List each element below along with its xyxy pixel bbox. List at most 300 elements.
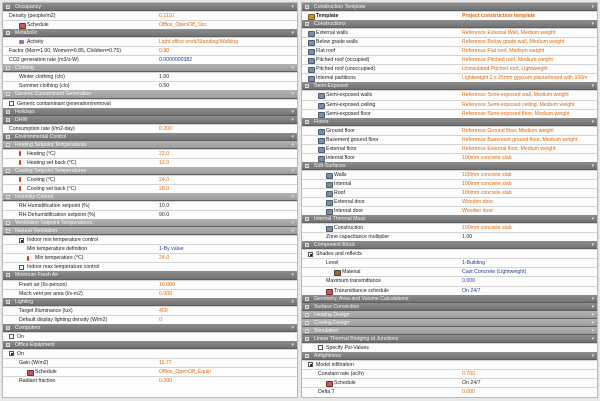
section-header-ventilation-setpoint-temperatures[interactable] xyxy=(3,219,297,227)
chevron-down-icon[interactable]: ▾ xyxy=(291,298,294,305)
checkbox-row-model-infiltration[interactable] xyxy=(302,360,597,369)
field-label: Semi-exposed walls xyxy=(326,92,373,99)
section-header-label: Ventilation Setpoint Temperatures xyxy=(15,220,93,227)
field-row-external-door[interactable] xyxy=(302,197,597,206)
section-header-label: Generic Contaminant Generation xyxy=(15,91,92,98)
field-value[interactable]: Reference External Wall, Medium weight xyxy=(462,30,556,37)
field-value[interactable]: 11.77 xyxy=(159,359,172,366)
field-label: Activity xyxy=(27,39,44,46)
section-header-label: Cooling Design xyxy=(314,319,350,326)
section-header-occupancy[interactable] xyxy=(3,3,297,11)
chevron-down-icon[interactable]: ▾ xyxy=(591,335,594,342)
checkbox-model-infiltration[interactable] xyxy=(308,362,313,367)
chevron-down-icon[interactable]: ▾ xyxy=(291,324,294,331)
field-label: Maximum transmittance xyxy=(326,278,382,285)
chevron-down-icon[interactable]: ▾ xyxy=(591,118,594,125)
field-label: Semi-exposed ceiling xyxy=(326,101,376,108)
chevron-down-icon[interactable]: ▾ xyxy=(591,327,594,334)
field-label: Delta T xyxy=(318,389,335,396)
field-label: Schedule xyxy=(27,22,49,29)
collapse-toggle-icon[interactable] xyxy=(6,135,10,139)
field-label: Cooling set back (°C) xyxy=(27,185,77,192)
field-label: RH Humidification setpoint (%) xyxy=(19,203,90,210)
field-value[interactable]: Office_OpenOff_Equip xyxy=(159,368,212,375)
section-header-dhw[interactable] xyxy=(3,116,297,124)
field-label: Schedule xyxy=(35,368,57,375)
chevron-down-icon[interactable]: ▾ xyxy=(291,133,294,140)
field-row-external-walls[interactable] xyxy=(302,28,597,37)
collapse-toggle-icon[interactable] xyxy=(6,31,10,35)
field-value[interactable]: Cast Concrete (Lightweight) xyxy=(462,269,527,276)
section-header-label: Floors xyxy=(314,118,329,125)
field-row-co2-generation-rate-m3-s-w[interactable] xyxy=(3,55,297,64)
field-value[interactable]: 1-By value xyxy=(159,246,184,253)
field-value[interactable]: 100mm concrete slab xyxy=(462,171,512,178)
section-header-label: Sub-Surfaces xyxy=(314,162,346,169)
field-row-pitched-roof-occupied[interactable] xyxy=(302,55,597,64)
field-label: Semi-exposed floor xyxy=(326,110,371,117)
field-label: Material xyxy=(342,269,361,276)
field-row-internal-partitions[interactable] xyxy=(302,73,597,82)
section-header-linear-thermal-bridging-at-junctions[interactable] xyxy=(302,335,597,343)
field-value[interactable]: 1.00 xyxy=(462,234,473,241)
section-header-holidays[interactable] xyxy=(3,108,297,116)
field-value[interactable]: On 24/7 xyxy=(462,380,481,387)
chevron-down-icon[interactable]: ▾ xyxy=(591,303,594,310)
section-header-label: Minimum Fresh Air xyxy=(15,272,59,279)
field-label: Model infiltration xyxy=(316,361,354,368)
collapse-toggle-icon[interactable] xyxy=(305,243,309,247)
field-label: Min temperature definition xyxy=(27,246,87,253)
field-label: Constant rate (ac/h) xyxy=(318,370,364,377)
chevron-down-icon[interactable]: ▾ xyxy=(291,141,294,148)
field-label: Indoor max temperature control xyxy=(27,264,100,271)
field-row-semi-exposed-walls[interactable] xyxy=(302,90,597,99)
chevron-down-icon[interactable]: ▾ xyxy=(591,242,594,249)
field-label: External floor xyxy=(326,145,357,152)
field-value[interactable]: 28.0 xyxy=(159,185,170,192)
thermometer-icon xyxy=(19,151,21,156)
chevron-down-icon[interactable]: ▾ xyxy=(591,4,594,10)
field-value[interactable]: Light office work/Standing/Walking xyxy=(159,39,239,46)
section-header-heating-setpoint-temperatures[interactable] xyxy=(3,141,297,149)
field-value[interactable]: 22.0 xyxy=(159,150,170,157)
field-value[interactable]: Reference Ground floor, Medium weight xyxy=(462,127,554,134)
field-row-semi-exposed-ceiling[interactable] xyxy=(302,100,597,109)
field-label: Radiant fraction xyxy=(19,378,56,385)
field-row-constant-rate-ac-h[interactable] xyxy=(302,369,597,378)
field-value[interactable]: 0.200 xyxy=(159,378,172,385)
field-row-target-illuminance-lux[interactable] xyxy=(3,306,297,315)
field-value[interactable]: Uninsulated Pitched roof, Lightweight xyxy=(462,66,548,73)
collapse-toggle-icon[interactable] xyxy=(6,143,10,147)
field-row-activity[interactable] xyxy=(3,37,297,46)
field-label: Zone capacitance multiplier xyxy=(326,234,390,241)
checkbox-row-indoor-min-temperature-control[interactable] xyxy=(3,235,297,244)
field-row-heating-c[interactable] xyxy=(3,149,297,158)
activity-tab-panel xyxy=(2,2,298,398)
section-header-label: Holidays xyxy=(15,108,35,115)
activity-icon xyxy=(19,40,24,44)
thermometer-icon xyxy=(19,177,21,182)
collapse-toggle-icon[interactable] xyxy=(305,22,309,26)
checkbox-generic-contaminant-generation-removal[interactable] xyxy=(9,101,14,106)
chevron-down-icon[interactable]: ▾ xyxy=(291,228,294,235)
field-value[interactable]: 12.0 xyxy=(159,159,170,166)
field-row-default-display-lighting-density-w-m2[interactable] xyxy=(3,315,297,324)
checkbox-row-generic-contaminant-generation-removal[interactable] xyxy=(3,99,297,108)
section-header-label: Construction Template xyxy=(314,4,366,10)
field-label: Consumption rate (l/m2-day) xyxy=(9,125,75,132)
section-header-label: Lighting xyxy=(15,298,34,305)
field-value[interactable]: 24.0 xyxy=(159,176,170,183)
field-label: Internal floor xyxy=(326,154,355,161)
chevron-down-icon[interactable]: ▾ xyxy=(591,21,594,28)
field-row-internal-door[interactable] xyxy=(302,206,597,215)
field-row-internal[interactable] xyxy=(302,179,597,188)
field-value[interactable]: 100mm concrete slab xyxy=(462,189,512,196)
field-label: Schedule xyxy=(334,380,356,387)
thermometer-icon xyxy=(19,186,21,191)
field-row-cooling-c[interactable] xyxy=(3,175,297,184)
chevron-down-icon[interactable]: ▾ xyxy=(291,220,294,227)
section-header-natural-ventilation[interactable] xyxy=(3,227,297,235)
field-label: Flat roof xyxy=(316,48,336,55)
collapse-toggle-icon[interactable] xyxy=(305,120,309,124)
field-row-density-people-m2[interactable] xyxy=(3,11,297,20)
section-header-geometry-area-and-volume-calculations[interactable] xyxy=(302,295,597,303)
collapse-toggle-icon[interactable] xyxy=(6,326,10,330)
field-label: Cooling (°C) xyxy=(27,176,56,183)
section-header-constructions[interactable] xyxy=(302,20,597,28)
field-row-heating-set-back-c[interactable] xyxy=(3,158,297,167)
collapse-toggle-icon[interactable] xyxy=(6,300,10,304)
section-header-label: Constructions xyxy=(314,21,346,28)
field-value[interactable]: Project construction template xyxy=(462,13,536,20)
field-label: Template xyxy=(316,13,339,20)
field-row-semi-exposed-floor[interactable] xyxy=(302,109,597,118)
field-value[interactable]: 10.0 xyxy=(159,203,170,210)
field-label: External door xyxy=(334,199,365,206)
section-header-airtightness[interactable] xyxy=(302,352,597,360)
field-label: CO2 generation rate (m3/s-W) xyxy=(9,57,79,64)
chevron-down-icon[interactable]: ▾ xyxy=(291,341,294,348)
section-header-cooling-design[interactable] xyxy=(302,319,597,327)
checkbox-row-on[interactable] xyxy=(3,332,297,341)
field-row-construction[interactable] xyxy=(302,223,597,232)
field-value[interactable]: Reference Flat roof, Medium weight xyxy=(462,48,545,55)
field-value[interactable]: Lightweight 2 x 25mm gypsum plasterboard with 100m xyxy=(462,75,588,82)
chevron-down-icon[interactable]: ▾ xyxy=(291,116,294,123)
collapse-toggle-icon[interactable] xyxy=(305,329,309,333)
section-header-heating-design[interactable] xyxy=(302,311,597,319)
field-value[interactable]: 0.000 xyxy=(159,290,172,297)
field-row-schedule[interactable] xyxy=(3,367,297,376)
field-label: Ground floor xyxy=(326,127,355,134)
field-row-below-grade-walls[interactable] xyxy=(302,37,597,46)
checkbox-row-shades-and-reflects[interactable] xyxy=(302,249,597,258)
collapse-toggle-icon[interactable] xyxy=(6,66,10,70)
checkbox-indoor-max-temperature-control[interactable] xyxy=(19,265,24,270)
field-label: Shades and reflects xyxy=(316,251,362,258)
field-value[interactable]: 90.0 xyxy=(159,212,170,219)
checkbox-row-indoor-max-temperature-control[interactable] xyxy=(3,262,297,271)
field-label: Heating set back (°C) xyxy=(27,159,77,166)
section-header-generic-contaminant-generation[interactable] xyxy=(3,90,297,98)
section-header-lighting[interactable] xyxy=(3,298,297,306)
chevron-down-icon[interactable]: ▾ xyxy=(591,319,594,326)
collapse-toggle-icon[interactable] xyxy=(6,110,10,114)
field-row-internal-floor[interactable] xyxy=(302,153,597,162)
section-header-cooling-setpoint-temperatures[interactable] xyxy=(3,167,297,175)
field-label: Roof xyxy=(334,189,345,196)
section-header-surface-convection[interactable] xyxy=(302,303,597,311)
section-header-simulation[interactable] xyxy=(302,327,597,335)
field-row-fresh-air-l-s-person[interactable] xyxy=(3,280,297,289)
field-row-factor-men-1-00-women-0-85-children-0-75[interactable] xyxy=(3,46,297,55)
chevron-down-icon[interactable]: ▾ xyxy=(291,272,294,279)
collapse-toggle-icon[interactable] xyxy=(305,297,309,301)
field-value[interactable]: 0.000 xyxy=(462,389,475,396)
field-label: Generic contaminant generation/removal xyxy=(17,100,111,107)
field-row-level[interactable] xyxy=(302,258,597,267)
section-header-office-equipment[interactable] xyxy=(3,341,297,349)
section-header-minimum-fresh-air[interactable] xyxy=(3,271,297,279)
chevron-down-icon[interactable]: ▾ xyxy=(591,162,594,169)
section-header-label: Environmental Control xyxy=(15,133,67,140)
field-value[interactable]: 100mm concrete slab xyxy=(462,154,512,161)
section-header-label: Cooling Setpoint Temperatures xyxy=(15,167,87,174)
section-header-sub-surfaces[interactable] xyxy=(302,162,597,170)
field-row-min-temperature-definition[interactable] xyxy=(3,244,297,253)
section-header-component-block[interactable] xyxy=(302,241,597,249)
field-value[interactable]: 100mm concrete slab xyxy=(462,180,512,187)
collapse-toggle-icon[interactable] xyxy=(305,217,309,221)
field-label: RH Dehumidification setpoint (%) xyxy=(19,212,96,219)
field-row-zone-capacitance-multiplier[interactable] xyxy=(302,232,597,241)
field-value[interactable]: 0.90 xyxy=(159,48,170,55)
section-header-label: Semi-Exposed xyxy=(314,83,348,90)
field-row-rh-dehumidification-setpoint[interactable] xyxy=(3,210,297,219)
field-row-ground-floor[interactable] xyxy=(302,126,597,135)
section-header-clothing[interactable] xyxy=(3,64,297,72)
section-header-metabolic[interactable] xyxy=(3,29,297,37)
field-value[interactable]: Reference Pitched roof, Medium weight xyxy=(462,57,553,64)
chevron-down-icon[interactable]: ▾ xyxy=(591,352,594,359)
collapse-toggle-icon[interactable] xyxy=(6,195,10,199)
field-row-schedule[interactable] xyxy=(3,20,297,29)
section-header-label: Heating Design xyxy=(314,311,350,318)
chevron-down-icon[interactable]: ▾ xyxy=(291,4,294,10)
field-row-rh-humidification-setpoint[interactable] xyxy=(3,201,297,210)
field-row-walls[interactable] xyxy=(302,170,597,179)
field-row-delta-t[interactable] xyxy=(302,387,597,396)
collapse-toggle-icon[interactable] xyxy=(6,92,10,96)
field-row-mech-vent-per-area-l-s-m2[interactable] xyxy=(3,289,297,298)
field-row-external-floor[interactable] xyxy=(302,144,597,153)
section-header-internal-thermal-mass[interactable] xyxy=(302,215,597,223)
field-label: Walls xyxy=(334,171,347,178)
field-label: Pitched roof (occupied) xyxy=(316,57,370,64)
section-header-label: Surface Convection xyxy=(314,303,360,310)
field-value[interactable]: Wooden door xyxy=(462,208,494,215)
collapse-toggle-icon[interactable] xyxy=(6,5,10,9)
field-label: Internal partitions xyxy=(316,75,356,82)
field-row-consumption-rate-l-m2-day[interactable] xyxy=(3,124,297,133)
collapse-toggle-icon[interactable] xyxy=(6,169,10,173)
collapse-toggle-icon[interactable] xyxy=(305,313,309,317)
field-label: On xyxy=(17,350,24,357)
collapse-toggle-icon[interactable] xyxy=(6,273,10,277)
field-label: Mech vent per area (l/s-m2) xyxy=(19,290,83,297)
section-header-humidity-control[interactable] xyxy=(3,193,297,201)
thermometer-icon xyxy=(19,160,21,165)
section-header-construction-template[interactable] xyxy=(302,3,597,11)
collapse-toggle-icon[interactable] xyxy=(305,354,309,358)
field-value[interactable]: 0.0000000382 xyxy=(159,57,193,64)
field-label: Level xyxy=(326,260,339,267)
section-header-label: DHW xyxy=(15,116,28,123)
field-label: Density (people/m2) xyxy=(9,13,56,20)
collapse-toggle-icon[interactable] xyxy=(305,321,309,325)
field-label: Fresh air (l/s-person) xyxy=(19,281,68,288)
field-label: Below grade walls xyxy=(316,39,358,46)
field-label: Heating (°C) xyxy=(27,150,56,157)
collapse-toggle-icon[interactable] xyxy=(305,337,309,341)
collapse-toggle-icon[interactable] xyxy=(6,229,10,233)
section-header-label: Metabolic xyxy=(15,30,38,37)
field-value[interactable]: Reference Semi-exposed wall, Medium weight xyxy=(462,92,569,99)
section-header-floors[interactable] xyxy=(302,118,597,126)
field-label: Factor (Men=1.00, Women=0.85, Children=0.75) xyxy=(9,48,121,55)
field-row-min-temperature-c[interactable] xyxy=(3,253,297,262)
field-value[interactable]: Reference External floor, Medium weight xyxy=(462,145,556,152)
checkbox-specify-psi-values[interactable] xyxy=(318,345,323,350)
field-value[interactable]: 0.000 xyxy=(462,278,475,285)
section-header-label: Occupancy xyxy=(15,4,41,10)
chevron-down-icon[interactable]: ▾ xyxy=(591,311,594,318)
chevron-down-icon[interactable]: ▾ xyxy=(291,30,294,37)
field-value[interactable]: 0 xyxy=(159,316,162,323)
field-value[interactable]: 10.000 xyxy=(159,281,175,288)
field-value[interactable]: Reference Basement ground floor, Medium weight xyxy=(462,136,578,143)
field-value[interactable]: 1.00 xyxy=(159,74,170,81)
field-label: Gain (W/m2) xyxy=(19,359,49,366)
field-value[interactable]: 0.1110 xyxy=(159,13,175,20)
checkbox-shades-and-reflects[interactable] xyxy=(308,252,313,257)
field-row-material[interactable] xyxy=(302,267,597,276)
collapse-toggle-icon[interactable] xyxy=(305,164,309,168)
field-label: Internal xyxy=(334,180,352,187)
field-value[interactable]: Reference Semi-exposed ceiling, Medium weight xyxy=(462,101,575,108)
section-header-label: Natural Ventilation xyxy=(15,228,58,235)
chevron-down-icon[interactable]: ▾ xyxy=(291,194,294,201)
chevron-down-icon[interactable]: ▾ xyxy=(291,108,294,115)
field-value[interactable]: Wooden door xyxy=(462,199,494,206)
collapse-toggle-icon[interactable] xyxy=(6,343,10,347)
section-header-label: Computers xyxy=(15,324,41,331)
collapse-toggle-icon[interactable] xyxy=(305,5,309,9)
construction-tab-panel xyxy=(301,2,598,398)
field-value[interactable]: 24.0 xyxy=(159,255,170,262)
section-header-label: Heating Setpoint Temperatures xyxy=(15,141,87,148)
checkbox-indoor-min-temperature-control[interactable] xyxy=(19,238,24,243)
collapse-toggle-icon[interactable] xyxy=(305,305,309,309)
field-label: Pitched roof (unoccupied) xyxy=(316,66,376,73)
checkbox-on[interactable] xyxy=(9,334,14,339)
field-row-radiant-fraction[interactable] xyxy=(3,376,297,385)
field-label: Construction xyxy=(334,225,364,232)
section-header-computers[interactable] xyxy=(3,324,297,332)
field-row-winter-clothing-clo[interactable] xyxy=(3,72,297,81)
field-label: Default display lighting density (W/m2) xyxy=(19,316,108,323)
collapse-toggle-icon[interactable] xyxy=(6,221,10,225)
field-row-maximum-transmittance[interactable] xyxy=(302,276,597,285)
field-row-flat-roof[interactable] xyxy=(302,46,597,55)
field-label: Basement ground floor xyxy=(326,136,379,143)
chevron-down-icon[interactable]: ▾ xyxy=(291,91,294,98)
section-header-label: Clothing xyxy=(15,65,35,72)
section-header-environmental-control[interactable] xyxy=(3,133,297,141)
field-value[interactable]: Reference Below grade wall, Medium weight xyxy=(462,39,565,46)
section-header-label: Internal Thermal Mass xyxy=(314,216,366,223)
section-header-label: Geometry, Area and Volume Calculations xyxy=(314,295,409,302)
field-value[interactable]: 0.700 xyxy=(462,370,475,377)
field-row-summer-clothing-clo[interactable] xyxy=(3,81,297,90)
section-header-label: Humidity Control xyxy=(15,194,54,201)
field-value[interactable]: 100mm concrete slab xyxy=(462,225,512,232)
chevron-down-icon[interactable]: ▾ xyxy=(291,167,294,174)
field-value[interactable]: 400 xyxy=(159,307,168,314)
collapse-toggle-icon[interactable] xyxy=(6,118,10,122)
section-header-label: Component Block xyxy=(314,242,355,249)
field-label: Summer clothing (clo) xyxy=(19,83,70,90)
field-value[interactable]: Reference Semi-exposed floor, Medium weight xyxy=(462,110,570,117)
field-row-transmittance-schedule[interactable] xyxy=(302,286,597,295)
field-row-schedule[interactable] xyxy=(302,378,597,387)
section-header-label: Airtightness xyxy=(314,352,342,359)
field-row-roof[interactable] xyxy=(302,188,597,197)
field-label: Winter clothing (clo) xyxy=(19,74,65,81)
field-label: Target Illuminance (lux) xyxy=(19,307,73,314)
field-value[interactable]: 1-Building xyxy=(462,260,486,267)
field-value[interactable]: 0.200 xyxy=(159,125,172,132)
chevron-down-icon[interactable]: ▾ xyxy=(591,83,594,90)
field-label: Internal door xyxy=(334,208,364,215)
field-value[interactable]: On 24/7 xyxy=(462,287,481,294)
field-row-basement-ground-floor[interactable] xyxy=(302,135,597,144)
section-header-label: Linear Thermal Bridging at Junctions xyxy=(314,335,399,342)
field-value[interactable]: Office_OpenOff_Occ xyxy=(159,22,207,29)
field-row-gain-w-m2[interactable] xyxy=(3,358,297,367)
field-value[interactable]: 0.50 xyxy=(159,83,170,90)
field-label: Specify Psi-Values xyxy=(326,344,369,351)
field-row-pitched-roof-unoccupied[interactable] xyxy=(302,64,597,73)
field-row-cooling-set-back-c[interactable] xyxy=(3,184,297,193)
checkbox-on[interactable] xyxy=(9,351,14,356)
chevron-down-icon[interactable]: ▾ xyxy=(291,65,294,72)
checkbox-row-on[interactable] xyxy=(3,349,297,358)
field-label: Min temperature (°C) xyxy=(35,255,84,262)
field-label: On xyxy=(17,333,24,340)
field-row-template[interactable] xyxy=(302,11,597,20)
collapse-toggle-icon[interactable] xyxy=(305,84,309,88)
section-header-semi-exposed[interactable] xyxy=(302,82,597,90)
chevron-down-icon[interactable]: ▾ xyxy=(591,295,594,302)
chevron-down-icon[interactable]: ▾ xyxy=(591,216,594,223)
field-label: Transmittance schedule xyxy=(334,287,389,294)
checkbox-row-specify-psi-values[interactable] xyxy=(302,343,597,352)
